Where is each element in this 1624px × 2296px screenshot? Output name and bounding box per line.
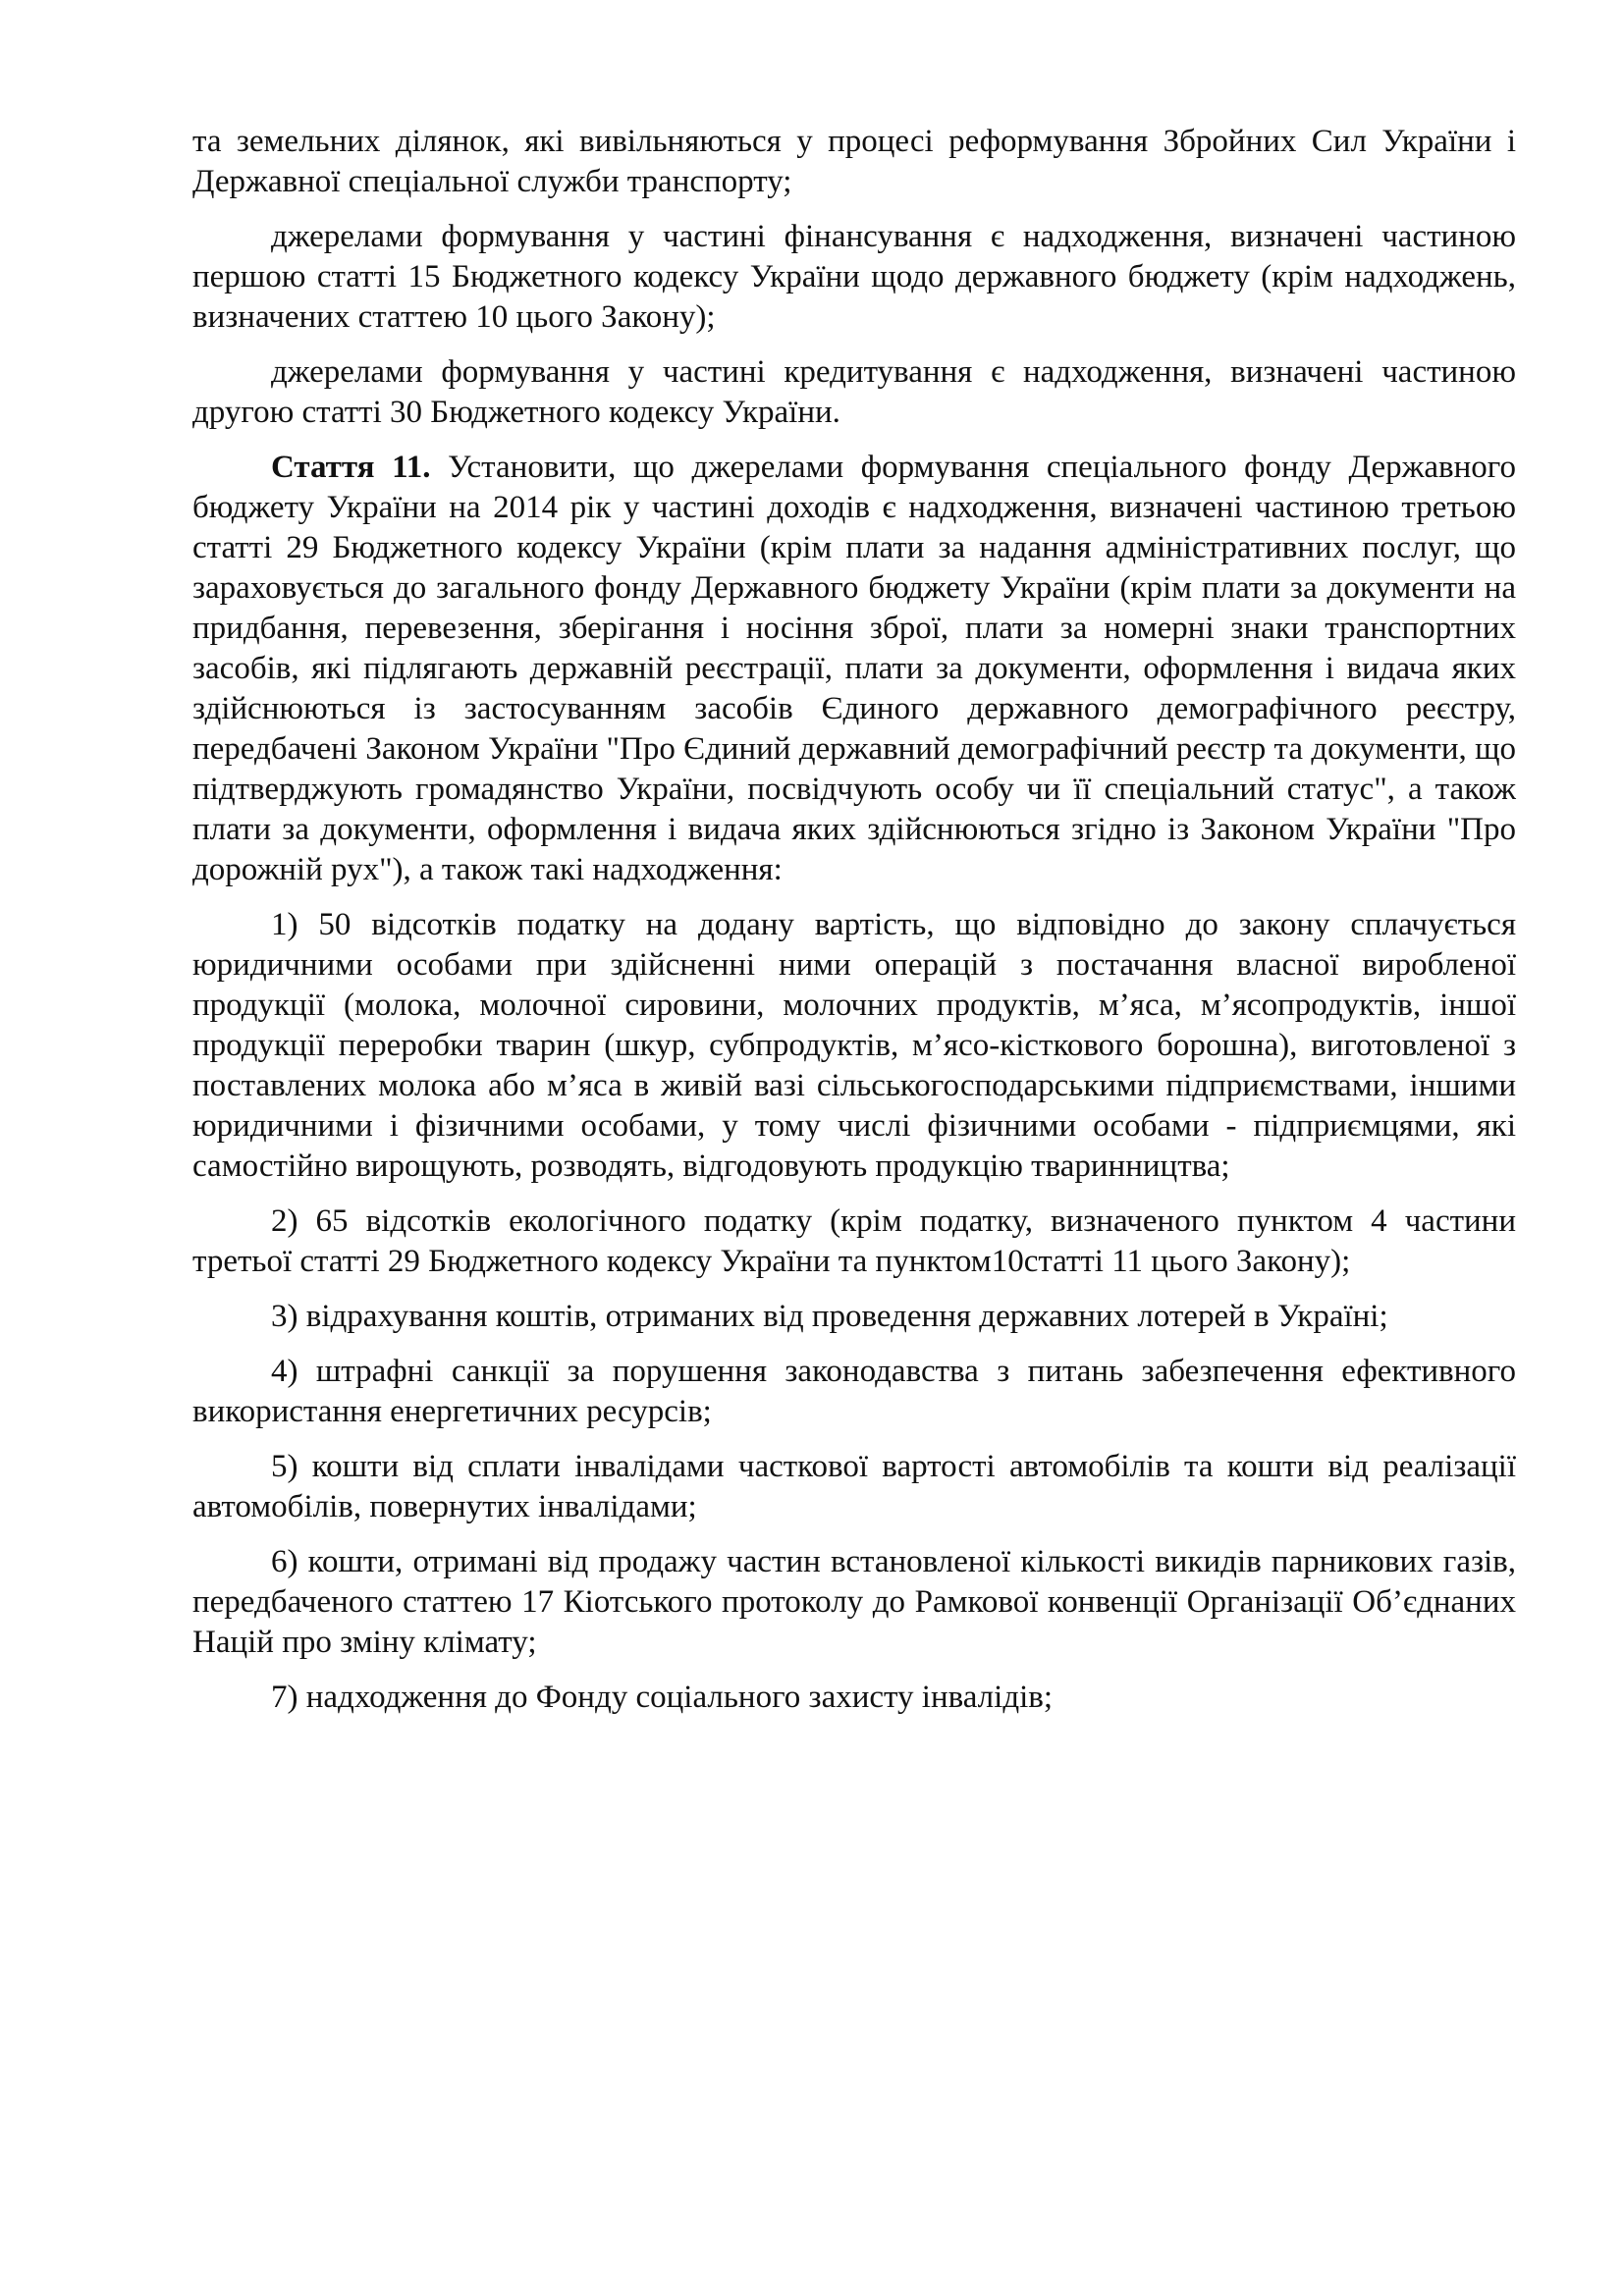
list-item-7 (192, 1678, 1516, 1718)
paragraph-text: 5) кошти від сплати інвалідами часткової вартості автомобілів та кошти від реалізації автомобілів, повернутих інвалідами; (192, 1449, 1516, 1524)
list-item-6 (192, 1542, 1516, 1663)
list-item-3 (192, 1297, 1516, 1337)
paragraph-financing-sources (192, 217, 1516, 338)
paragraph-text: 4) штрафні санкції за порушення законодавства з питань забезпечення ефективного використання енергетичних ресурсів; (192, 1354, 1516, 1429)
paragraph-text: 1) 50 відсотків податку на додану вартість, що відповідно до закону сплачується юридичними особами при здійсненні ними операцій з постачання власної виробленої продукції (молока, молочної сировини, молочних продуктів, м’яса, м’ясопродуктів, іншої продукції переробки тварин (шкур, субпродуктів, м’ясо-кісткового борошна), виготовленої з поставлених молока або м’яса в живій вазі сільськогосподарськими підприємствами, іншими юридичними і фізичними особами, у тому числі фізичними особами - підприємцями, які самостійно вирощують, розводять, відгодовують продукцію тваринництва; (192, 907, 1516, 1184)
paragraph-text: джерелами формування у частині фінансування є надходження, визначені частиною першою статті 15 Бюджетного кодексу України щодо державного бюджету (крім надходжень, визначених статтею 10 цього Закону); (192, 219, 1516, 335)
list-item-1 (192, 905, 1516, 1187)
paragraph-text: 6) кошти, отримані від продажу частин встановленої кількості викидів парникових газів, передбаченого статтею 17 Кіотського протоколу до Рамкової конвенції Організації Об’єднаних Націй про зміну клімату; (192, 1544, 1516, 1660)
paragraph-continuation (192, 122, 1516, 202)
document-page (192, 122, 1516, 1733)
paragraph-article-11 (192, 448, 1516, 890)
paragraph-crediting-sources (192, 352, 1516, 433)
list-item-2 (192, 1201, 1516, 1282)
list-item-4 (192, 1352, 1516, 1432)
paragraph-text: 3) відрахування коштів, отриманих від проведення державних лотерей в Україні; (271, 1299, 1388, 1334)
paragraph-text: та земельних ділянок, які вивільняються у процесі реформування Збройних Сил України і Державної спеціальної служби транспорту; (192, 124, 1516, 199)
paragraph-text: джерелами формування у частині кредитування є надходження, визначені частиною другою статті 30 Бюджетного кодексу України. (192, 354, 1516, 430)
list-item-5 (192, 1447, 1516, 1527)
paragraph-text: Установити, що джерелами формування спеціального фонду Державного бюджету України на 2014 рік у частині доходів є надходження, визначені частиною третьою статті 29 Бюджетного кодексу України (крім плати за надання адміністративних послуг, що зараховується до загального фонду Державного бюджету України (крім плати за документи на придбання, перевезення, зберігання і носіння зброї, плати за номерні знаки транспортних засобів, які підлягають державній реєстрації, плати за документи, оформлення і видача яких здійснюються із застосуванням засобів Єдиного державного демографічного реєстру, передбачені Законом України "Про Єдиний державний демографічний реєстр та документи, що підтверджують громадянство України, посвідчують особу чи її спеціальний статус", а також плати за документи, оформлення і видача яких здійснюються згідно із Законом України "Про дорожній рух"), а також такі надходження: (192, 450, 1516, 887)
paragraph-text: 2) 65 відсотків екологічного податку (крім податку, визначеного пунктом 4 частини третьої статті 29 Бюджетного кодексу України та пунктом10статті 11 цього Закону); (192, 1203, 1516, 1279)
paragraph-text: 7) надходження до Фонду соціального захисту інвалідів; (271, 1680, 1054, 1715)
article-heading: Стаття 11. (271, 450, 431, 485)
